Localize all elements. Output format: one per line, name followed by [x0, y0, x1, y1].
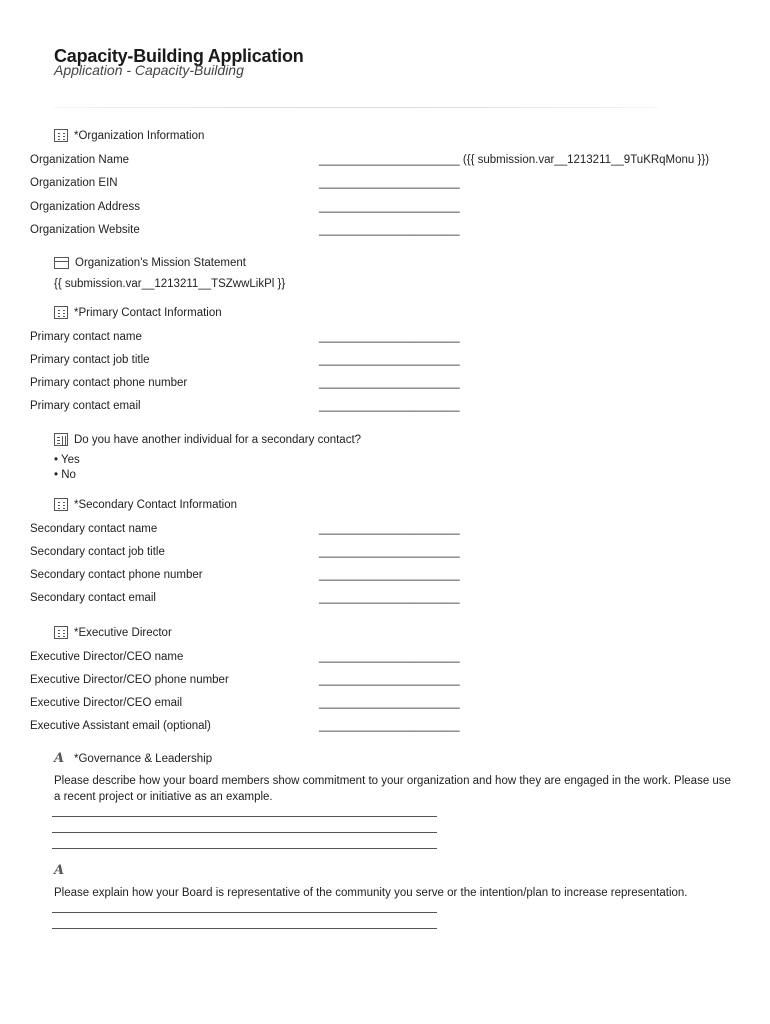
field-value[interactable]: ______________________: [319, 354, 460, 366]
page-subtitle: Application - Capacity-Building: [54, 62, 244, 78]
field-value[interactable]: ______________________: [319, 224, 460, 236]
choice-list-icon: [54, 433, 68, 446]
field-label: Organization Name: [30, 154, 130, 166]
field-value[interactable]: ______________________: [319, 201, 460, 213]
answer-line[interactable]: [52, 928, 437, 929]
header-divider: [54, 107, 658, 108]
text-area-icon: A: [54, 751, 65, 766]
section-mission-statement: [54, 257, 246, 269]
field-label: Organization Website: [30, 224, 140, 236]
page-title: Capacity-Building Application: [54, 46, 304, 66]
question-line: Please describe how your board members show commitment to your organization and how they are engaged in the work. Please use: [54, 775, 731, 787]
section-heading: *Primary Contact Information: [74, 306, 222, 319]
answer-line[interactable]: [52, 848, 437, 849]
answer-line[interactable]: [52, 832, 437, 833]
section-executive-director: [54, 626, 172, 639]
field-label: Primary contact job title: [30, 354, 150, 366]
option-yes[interactable]: • Yes: [54, 454, 80, 466]
section-secondary-contact-question: [54, 433, 361, 446]
field-value[interactable]: ______________________: [319, 523, 460, 535]
governance-question-2-marker: [54, 864, 74, 878]
field-value[interactable]: ______________________: [319, 400, 460, 412]
field-label: Organization Address: [30, 201, 140, 213]
field-value[interactable]: ______________________: [319, 592, 460, 604]
field-value[interactable]: ______________________: [319, 697, 460, 709]
field-label: Secondary contact name: [30, 523, 158, 535]
section-heading: Do you have another individual for a secondary contact?: [74, 433, 362, 446]
text-area-icon: A: [54, 863, 65, 878]
field-value[interactable]: ______________________: [319, 377, 460, 389]
field-label: Executive Assistant email (optional): [30, 720, 211, 732]
field-value[interactable]: ______________________: [319, 177, 460, 189]
form-grid-icon: [54, 498, 68, 511]
text-box-icon: [54, 257, 69, 269]
field-value[interactable]: ______________________: [319, 674, 460, 686]
field-label: Organization EIN: [30, 177, 118, 189]
form-grid-icon: [54, 626, 68, 639]
form-grid-icon: [54, 129, 68, 142]
section-primary-contact: [54, 306, 222, 319]
form-grid-icon: [54, 306, 68, 319]
question-line: a recent project or initiative as an example.: [54, 791, 273, 803]
field-value[interactable]: ______________________: [319, 331, 460, 343]
field-label: Executive Director/CEO phone number: [30, 674, 229, 686]
field-value[interactable]: ______________________: [319, 720, 460, 732]
section-heading: *Executive Director: [74, 626, 172, 639]
section-governance-leadership: [54, 752, 212, 766]
section-heading: Organization's Mission Statement: [75, 257, 246, 269]
field-value[interactable]: ______________________: [319, 569, 460, 581]
field-label: Secondary contact job title: [30, 546, 165, 558]
answer-line[interactable]: [52, 816, 437, 817]
field-label: Primary contact email: [30, 400, 141, 412]
section-heading: *Secondary Contact Information: [74, 498, 238, 511]
mission-statement-value[interactable]: {{ submission.var__1213211__TSZwwLikPl }}: [54, 278, 286, 290]
governance-question-1: [54, 773, 734, 805]
field-label: Executive Director/CEO name: [30, 651, 184, 663]
field-label: Primary contact name: [30, 331, 142, 343]
field-value[interactable]: ______________________: [319, 651, 460, 663]
section-organization-information: [54, 129, 204, 142]
field-label: Secondary contact phone number: [30, 569, 203, 581]
governance-question-2: Please explain how your Board is representative of the community you serve or the intention/plan to increase representation.: [54, 887, 688, 899]
option-no[interactable]: • No: [54, 469, 76, 481]
field-label: Secondary contact email: [30, 592, 156, 604]
section-heading: *Governance & Leadership: [74, 753, 213, 765]
field-label: Primary contact phone number: [30, 377, 188, 389]
field-value[interactable]: ______________________ ({{ submission.var__1213211__9TuKRqMonu }}): [319, 154, 710, 166]
field-value[interactable]: ______________________: [319, 546, 460, 558]
section-secondary-contact: [54, 498, 237, 511]
section-heading: *Organization Information: [74, 129, 205, 142]
field-label: Executive Director/CEO email: [30, 697, 183, 709]
answer-line[interactable]: [52, 912, 437, 913]
